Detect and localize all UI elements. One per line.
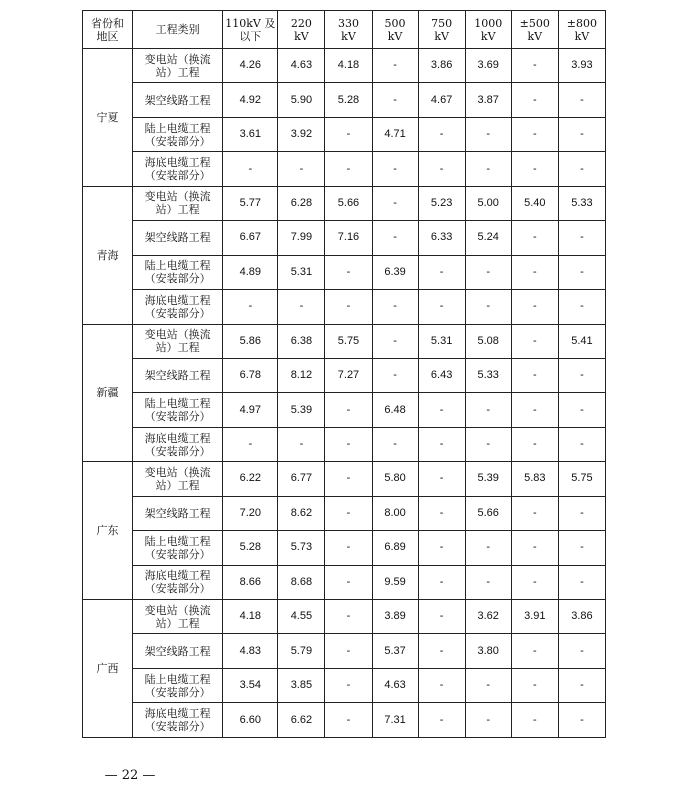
table-row [83,565,606,599]
region-name: 宁夏 [83,49,133,187]
value-cell: - [418,600,465,634]
value-cell: - [558,565,605,599]
value-cell: - [465,565,511,599]
value-cell: - [325,496,372,530]
category-line: 架空线路工程 [144,369,211,383]
header-voltage-unit: kV [341,29,356,43]
value-cell: - [223,152,278,186]
category-line: 海底电缆工程 [144,569,211,583]
value-cell: 6.62 [278,703,325,737]
value-cell: 7.99 [278,221,325,255]
rate-table [82,10,606,738]
region-name: 新疆 [83,324,133,462]
header-voltage [223,11,278,49]
value-cell: - [465,255,511,289]
value-cell: 3.87 [465,83,511,117]
value-cell: - [511,634,558,668]
header-voltage-unit: 以下 [239,29,262,43]
table-row [83,703,606,737]
value-cell: - [325,255,372,289]
category-line: （安装部分） [144,272,211,286]
header-voltage-unit: kV [574,29,590,43]
table-row [83,83,606,117]
value-cell: - [465,117,511,151]
value-cell: 5.33 [465,358,511,392]
value-cell: - [418,255,465,289]
table-row [83,462,606,496]
value-cell: 6.67 [223,221,278,255]
value-cell: - [418,703,465,737]
category-cell [133,496,223,530]
value-cell: - [511,358,558,392]
header-voltage-unit: kV [434,29,449,43]
value-cell: - [325,152,372,186]
value-cell: 5.39 [278,393,325,427]
header-voltage [325,11,372,49]
value-cell: - [511,427,558,461]
table-row [83,496,606,530]
value-cell: - [372,83,418,117]
category-line: 变电站（换流 [144,603,211,617]
category-line: 陆上电缆工程 [144,121,211,135]
table-body [83,49,606,738]
category-cell [133,634,223,668]
header-voltage-value: 330 [337,16,359,30]
value-cell: - [325,600,372,634]
value-cell: 9.59 [372,565,418,599]
value-cell: - [372,358,418,392]
value-cell: 5.90 [278,83,325,117]
header-voltage-value: ±500 [519,16,550,30]
header-voltage-value: 750 [431,16,453,30]
value-cell: - [372,290,418,324]
value-cell: - [465,152,511,186]
value-cell: 7.27 [325,358,372,392]
header-voltage [372,11,418,49]
region-name: 广东 [83,462,133,600]
value-cell: - [418,531,465,565]
value-cell: 5.66 [325,186,372,220]
category-cell [133,117,223,151]
category-line: （安装部分） [144,306,211,320]
value-cell: - [558,152,605,186]
value-cell: 6.78 [223,358,278,392]
category-line: 变电站（换流 [144,52,211,66]
value-cell: 3.91 [511,600,558,634]
value-cell: 8.12 [278,358,325,392]
category-cell [133,290,223,324]
value-cell: - [558,496,605,530]
category-cell [133,83,223,117]
header-province-line-2: 地区 [96,29,119,43]
value-cell: 4.92 [223,83,278,117]
category-line: （安装部分） [144,582,211,596]
value-cell: 5.23 [418,186,465,220]
table-row [83,324,606,358]
value-cell: 4.26 [223,49,278,83]
value-cell: 5.66 [465,496,511,530]
value-cell: 5.08 [465,324,511,358]
value-cell: - [465,290,511,324]
value-cell: 8.00 [372,496,418,530]
category-cell [133,600,223,634]
value-cell: - [558,117,605,151]
table-row [83,634,606,668]
value-cell: - [325,393,372,427]
category-line: 站）工程 [155,203,200,217]
value-cell: 8.66 [223,565,278,599]
value-cell: - [325,668,372,702]
region-name: 广西 [83,600,133,738]
category-line: 站）工程 [155,616,200,630]
value-cell: 3.54 [223,668,278,702]
category-line: 站）工程 [155,478,200,492]
value-cell: 5.75 [558,462,605,496]
page-number: — 22 — [104,768,156,783]
table-row [83,531,606,565]
table-row [83,152,606,186]
value-cell: 6.33 [418,221,465,255]
category-line: （安装部分） [144,169,211,183]
header-voltage-value: 220 [290,16,312,30]
value-cell: - [418,152,465,186]
value-cell: 5.31 [278,255,325,289]
category-line: （安装部分） [144,410,211,424]
category-line: 海底电缆工程 [144,707,211,721]
value-cell: 5.40 [511,186,558,220]
category-line: 架空线路工程 [144,506,211,520]
category-line: 陆上电缆工程 [144,259,211,273]
value-cell: 4.63 [278,49,325,83]
table-row [83,186,606,220]
value-cell: 4.71 [372,117,418,151]
value-cell: 5.33 [558,186,605,220]
value-cell: - [511,565,558,599]
value-cell: - [465,393,511,427]
value-cell: - [511,290,558,324]
header-voltage-value: 1000 [474,16,503,30]
value-cell: - [558,221,605,255]
value-cell: 7.20 [223,496,278,530]
category-cell [133,427,223,461]
value-cell: 5.80 [372,462,418,496]
header-voltage [465,11,511,49]
value-cell: - [511,496,558,530]
value-cell: 3.85 [278,668,325,702]
category-line: 站）工程 [155,65,200,79]
category-cell [133,152,223,186]
value-cell: - [278,290,325,324]
value-cell: - [418,462,465,496]
category-cell [133,324,223,358]
value-cell: - [511,324,558,358]
category-line: 陆上电缆工程 [144,672,211,686]
value-cell: - [558,427,605,461]
header-category: 工程类别 [133,11,223,49]
value-cell: 5.37 [372,634,418,668]
value-cell: 6.48 [372,393,418,427]
value-cell: - [511,531,558,565]
value-cell: - [465,531,511,565]
header-province-line-1: 省份和 [91,16,125,30]
category-cell [133,358,223,392]
table-row [83,668,606,702]
category-line: 变电站（换流 [144,328,211,342]
value-cell: - [278,152,325,186]
value-cell: 4.63 [372,668,418,702]
value-cell: - [511,221,558,255]
value-cell: 5.31 [418,324,465,358]
header-voltage-unit: kV [480,29,496,43]
value-cell: 3.86 [418,49,465,83]
header-voltage-value: 500 [384,16,406,30]
value-cell: - [278,427,325,461]
table-row [83,393,606,427]
value-cell: 3.61 [223,117,278,151]
table-header [83,11,606,49]
header-voltage-unit: kV [387,29,403,43]
value-cell: 5.39 [465,462,511,496]
value-cell: 5.75 [325,324,372,358]
table-row [83,290,606,324]
value-cell: - [223,290,278,324]
category-line: 变电站（换流 [144,465,211,479]
value-cell: - [325,427,372,461]
value-cell: 6.38 [278,324,325,358]
value-cell: 5.00 [465,186,511,220]
value-cell: 6.43 [418,358,465,392]
value-cell: 3.93 [558,49,605,83]
value-cell: - [558,531,605,565]
value-cell: 4.83 [223,634,278,668]
value-cell: 6.39 [372,255,418,289]
value-cell: 4.18 [223,600,278,634]
value-cell: - [372,186,418,220]
header-voltage [558,11,605,49]
value-cell: - [418,668,465,702]
value-cell: 4.55 [278,600,325,634]
value-cell: 5.86 [223,324,278,358]
value-cell: - [325,462,372,496]
value-cell: 6.22 [223,462,278,496]
value-cell: 3.92 [278,117,325,151]
value-cell: - [511,117,558,151]
value-cell: - [558,703,605,737]
value-cell: - [372,324,418,358]
value-cell: 6.60 [223,703,278,737]
value-cell: 5.28 [325,83,372,117]
value-cell: 8.62 [278,496,325,530]
category-cell [133,186,223,220]
table-row [83,221,606,255]
category-line: 陆上电缆工程 [144,397,211,411]
value-cell: - [511,255,558,289]
category-line: 站）工程 [155,341,200,355]
value-cell: - [511,83,558,117]
value-cell: 5.28 [223,531,278,565]
value-cell: 7.31 [372,703,418,737]
value-cell: - [465,703,511,737]
value-cell: - [372,152,418,186]
table-row [83,600,606,634]
value-cell: - [372,427,418,461]
value-cell: - [465,668,511,702]
value-cell: 3.62 [465,600,511,634]
header-voltage [418,11,465,49]
value-cell: - [558,393,605,427]
value-cell: - [418,393,465,427]
header-voltage [511,11,558,49]
category-cell [133,221,223,255]
category-line: 架空线路工程 [144,644,211,658]
header-voltage-unit: kV [527,29,543,43]
category-line: 架空线路工程 [144,93,211,107]
value-cell: 5.83 [511,462,558,496]
value-cell: - [325,565,372,599]
value-cell: - [418,427,465,461]
value-cell: 4.89 [223,255,278,289]
value-cell: - [511,703,558,737]
table-row [83,117,606,151]
value-cell: 5.41 [558,324,605,358]
value-cell: 8.68 [278,565,325,599]
category-line: 变电站（换流 [144,190,211,204]
value-cell: - [418,117,465,151]
value-cell: - [465,427,511,461]
value-cell: - [511,152,558,186]
header-province [83,11,133,49]
value-cell: - [418,496,465,530]
value-cell: - [511,393,558,427]
value-cell: 6.28 [278,186,325,220]
value-cell: 3.86 [558,600,605,634]
category-line: 陆上电缆工程 [144,534,211,548]
value-cell: 4.18 [325,49,372,83]
value-cell: 3.80 [465,634,511,668]
category-line: （安装部分） [144,685,211,699]
category-line: 海底电缆工程 [144,431,211,445]
value-cell: - [558,290,605,324]
value-cell: 3.69 [465,49,511,83]
value-cell: 5.79 [278,634,325,668]
category-cell [133,565,223,599]
category-cell [133,703,223,737]
header-voltage [278,11,325,49]
category-line: 海底电缆工程 [144,156,211,170]
value-cell: - [418,290,465,324]
value-cell: 5.24 [465,221,511,255]
value-cell: - [325,531,372,565]
table-row [83,427,606,461]
table-row [83,49,606,83]
value-cell: - [223,427,278,461]
header-voltage-value: 110kV 及 [225,16,276,30]
value-cell: 4.97 [223,393,278,427]
value-cell: - [418,565,465,599]
value-cell: - [372,49,418,83]
category-cell [133,255,223,289]
value-cell: 5.73 [278,531,325,565]
category-line: （安装部分） [144,134,211,148]
value-cell: 6.89 [372,531,418,565]
value-cell: - [558,83,605,117]
table-row [83,358,606,392]
table-row [83,255,606,289]
value-cell: 6.77 [278,462,325,496]
value-cell: - [511,49,558,83]
category-line: （安装部分） [144,444,211,458]
category-line: 海底电缆工程 [144,293,211,307]
category-cell [133,462,223,496]
category-line: （安装部分） [144,547,211,561]
category-line: （安装部分） [144,720,211,734]
category-cell [133,531,223,565]
value-cell: - [558,634,605,668]
value-cell: - [558,668,605,702]
value-cell: - [558,255,605,289]
category-line: 架空线路工程 [144,231,211,245]
value-cell: 3.89 [372,600,418,634]
value-cell: - [558,358,605,392]
value-cell: - [325,634,372,668]
header-voltage-value: ±800 [566,16,598,30]
value-cell: 7.16 [325,221,372,255]
value-cell: 4.67 [418,83,465,117]
value-cell: 5.77 [223,186,278,220]
region-name: 青海 [83,186,133,324]
value-cell: - [325,703,372,737]
category-cell [133,393,223,427]
value-cell: - [511,668,558,702]
value-cell: - [325,290,372,324]
category-cell [133,668,223,702]
value-cell: - [418,634,465,668]
header-voltage-unit: kV [294,29,309,43]
value-cell: - [325,117,372,151]
value-cell: - [372,221,418,255]
category-cell [133,49,223,83]
